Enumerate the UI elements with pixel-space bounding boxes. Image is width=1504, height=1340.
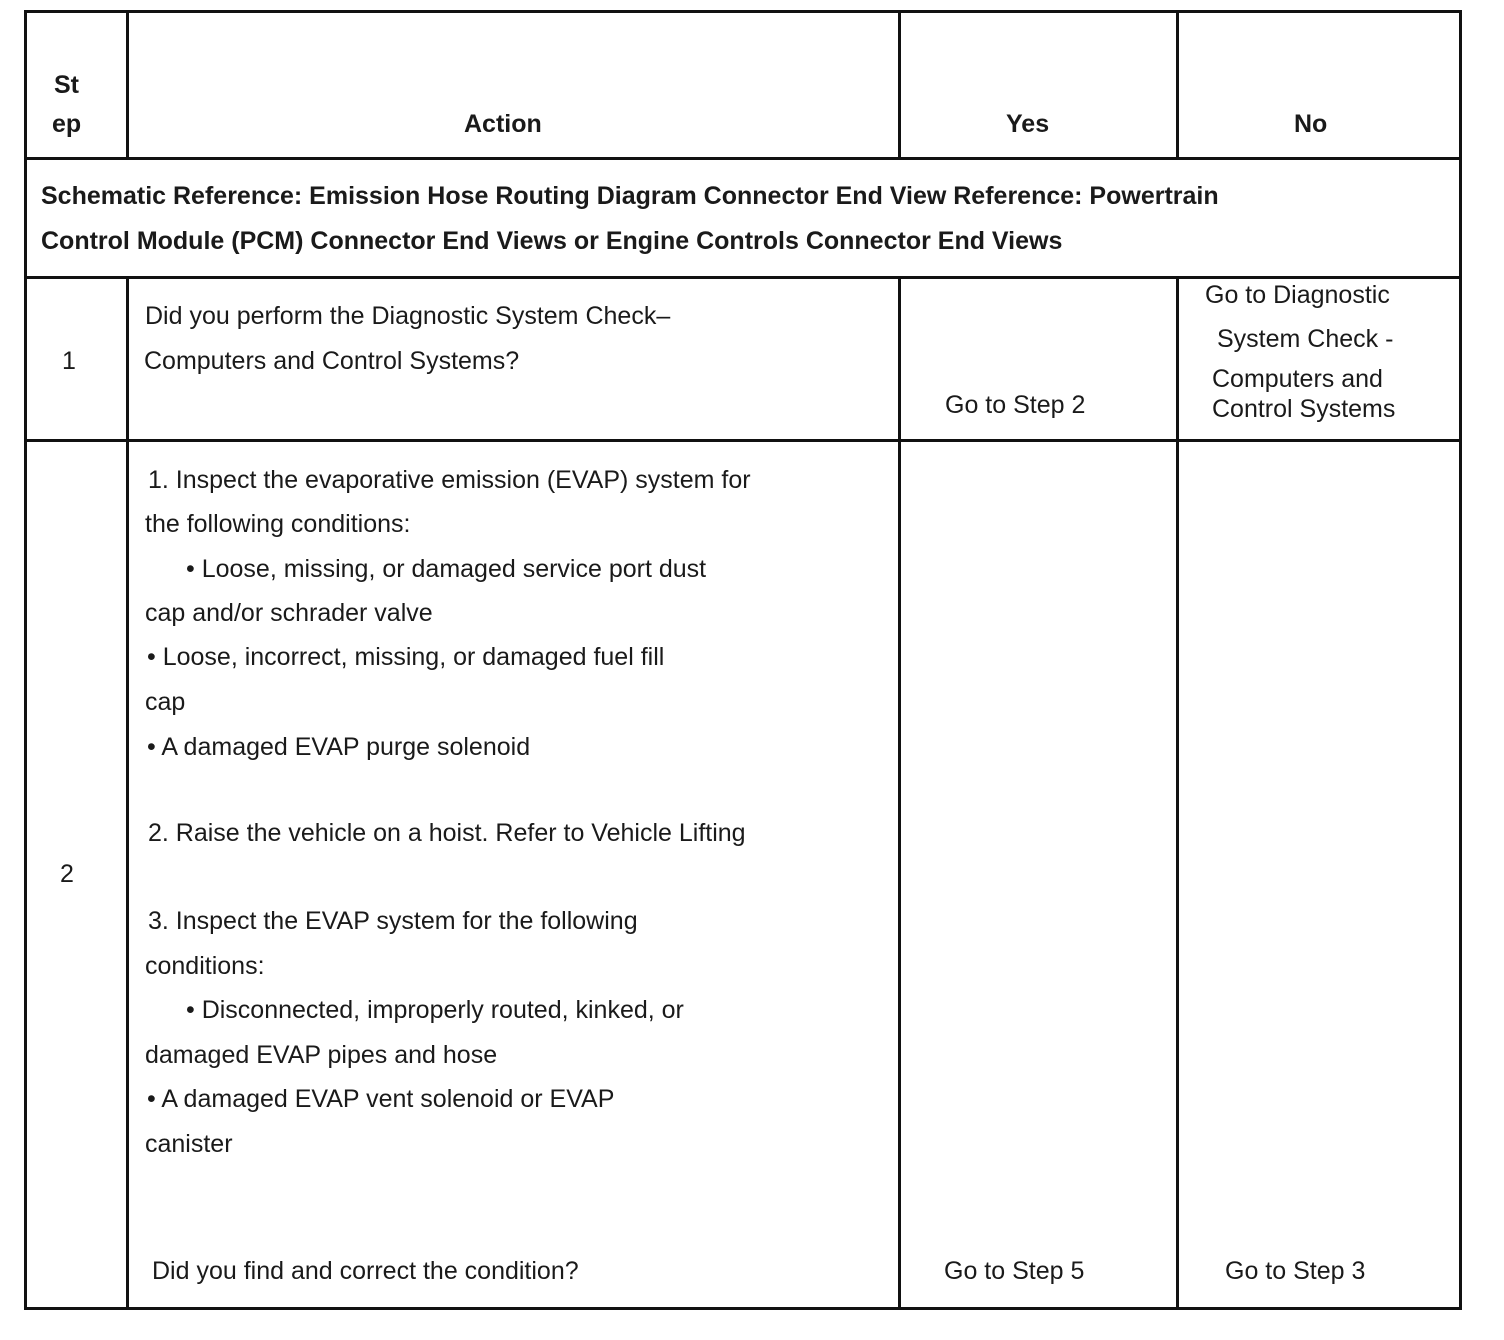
step1-number: 1 bbox=[62, 347, 76, 375]
step2-number: 2 bbox=[60, 860, 74, 888]
step1-no-line3: Computers and bbox=[1212, 365, 1383, 393]
col-divider-action-body bbox=[898, 276, 901, 1310]
step2-line: • Disconnected, improperly routed, kinked, or bbox=[186, 996, 684, 1024]
step2-line: canister bbox=[145, 1130, 233, 1158]
col-divider-action bbox=[898, 10, 901, 160]
step2-line: conditions: bbox=[145, 952, 265, 980]
step2-no: Go to Step 3 bbox=[1225, 1257, 1366, 1285]
reference-line1: Schematic Reference: Emission Hose Routing Diagram Connector End View Reference: Powertrain bbox=[41, 182, 1219, 210]
step2-line: • A damaged EVAP purge solenoid bbox=[147, 733, 531, 761]
step1-no-line1: Go to Diagnostic bbox=[1205, 281, 1390, 309]
step2-line: cap bbox=[145, 688, 186, 716]
col-divider-yes-body bbox=[1176, 276, 1179, 1310]
step2-yes: Go to Step 5 bbox=[944, 1257, 1085, 1285]
table-border-right bbox=[1459, 10, 1462, 1310]
step1-yes: Go to Step 2 bbox=[945, 391, 1086, 419]
step1-no-line4: Control Systems bbox=[1212, 395, 1396, 423]
step2-question: Did you find and correct the condition? bbox=[152, 1257, 579, 1285]
header-action: Action bbox=[464, 110, 542, 138]
col-divider-step-body bbox=[126, 276, 129, 1310]
reference-line2: Control Module (PCM) Connector End Views or Engine Controls Connector End Views bbox=[41, 227, 1063, 255]
step2-line: 1. Inspect the evaporative emission (EVAP) system for bbox=[148, 466, 751, 494]
step2-line: damaged EVAP pipes and hose bbox=[145, 1041, 498, 1069]
step2-line: 3. Inspect the EVAP system for the following bbox=[148, 907, 638, 935]
step1-divider bbox=[24, 439, 1462, 442]
header-no: No bbox=[1294, 110, 1328, 138]
diagnostic-table bbox=[24, 10, 1462, 1310]
header-divider bbox=[24, 157, 1462, 160]
step2-line: 2. Raise the vehicle on a hoist. Refer to Vehicle Lifting bbox=[148, 819, 746, 847]
table-border-left bbox=[24, 10, 27, 1310]
step1-action-line1: Did you perform the Diagnostic System Check– bbox=[145, 302, 671, 330]
header-step-line2: ep bbox=[52, 110, 82, 138]
col-divider-step bbox=[126, 10, 129, 160]
step2-line: • Loose, missing, or damaged service port dust bbox=[186, 555, 707, 583]
table-border-bottom bbox=[24, 1307, 1462, 1310]
step2-line: • A damaged EVAP vent solenoid or EVAP bbox=[147, 1085, 615, 1113]
header-step-line1: St bbox=[54, 71, 79, 99]
col-divider-yes bbox=[1176, 10, 1179, 160]
step1-action-line2: Computers and Control Systems? bbox=[144, 347, 520, 375]
reference-divider bbox=[24, 276, 1462, 279]
table-border-top bbox=[24, 10, 1462, 13]
step2-line: • Loose, incorrect, missing, or damaged fuel fill bbox=[147, 643, 665, 671]
step1-no-line2: System Check - bbox=[1217, 325, 1394, 353]
header-yes: Yes bbox=[1006, 110, 1050, 138]
step2-line: the following conditions: bbox=[145, 510, 411, 538]
step2-line: cap and/or schrader valve bbox=[145, 599, 433, 627]
